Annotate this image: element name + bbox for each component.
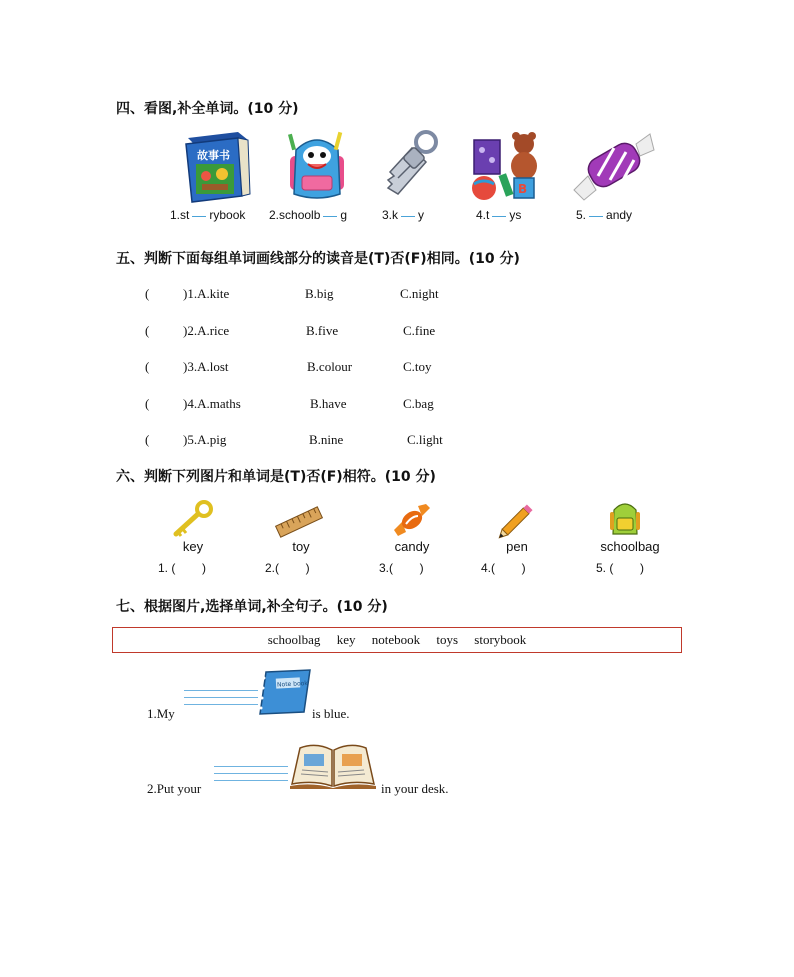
small-key-icon <box>168 500 214 544</box>
word-bank-item: toys <box>436 632 459 647</box>
notebook-icon <box>256 668 314 720</box>
s6-answer-2[interactable]: 2.( ) <box>265 561 310 575</box>
open-book-icon <box>288 740 378 794</box>
s4-caption-5: 5. andy <box>576 208 633 222</box>
s6-answer-4[interactable]: 4.( ) <box>481 561 526 575</box>
s5-row-1-b: B.big <box>305 286 334 301</box>
s5-row-2: ( )2.A.rice <box>145 323 230 338</box>
s5-row-3-c: C.toy <box>403 359 432 374</box>
s7-answer-lines-2[interactable] <box>214 766 288 787</box>
s5-row-4: ( )4.A.maths <box>145 396 241 411</box>
s6-word-2: toy <box>292 539 310 554</box>
word-bank-item: notebook <box>371 632 421 647</box>
s4-blank-4[interactable] <box>492 216 506 217</box>
s5-row-3: ( )3.A.lost <box>145 359 229 374</box>
s5-row-1: ( )1.A.kite <box>145 286 230 301</box>
s4-caption-4: 4.t ys <box>476 208 522 222</box>
s4-blank-2[interactable] <box>323 216 337 217</box>
schoolbag-icon <box>282 130 352 206</box>
pencil-icon <box>496 500 538 544</box>
s4-blank-5[interactable] <box>589 216 603 217</box>
s6-word-3: candy <box>394 539 430 554</box>
s7-sentence-1-pre: 1.My <box>147 706 175 721</box>
s5-row-5-b: B.nine <box>309 432 344 447</box>
small-candy-icon <box>392 502 432 542</box>
s7-sentence-2-pre: 2.Put your <box>147 781 202 796</box>
s7-answer-lines-1[interactable] <box>184 690 258 711</box>
word-bank <box>113 632 681 648</box>
notebook-cover-text: Note book <box>276 679 308 689</box>
s5-row-3-b: B.colour <box>307 359 353 374</box>
s6-word-4: pen <box>506 539 528 554</box>
ruler-icon <box>274 504 324 544</box>
candy-icon <box>566 132 658 206</box>
s5-row-5: ( )5.A.pig <box>145 432 227 447</box>
word-bank-item: key <box>336 632 356 647</box>
section5-title: 五、判断下面每组单词画线部分的读音是(T)否(F)相同。(10 分) <box>116 251 520 267</box>
s5-row-1-c: C.night <box>400 286 439 301</box>
s4-blank-3[interactable] <box>401 216 415 217</box>
word-bank-item: storybook <box>474 632 527 647</box>
s4-caption-3: 3.k y <box>382 208 425 222</box>
s5-row-4-c: C.bag <box>403 396 434 411</box>
s6-answer-3[interactable]: 3.( ) <box>379 561 424 575</box>
section7-title: 七、根据图片,选择单词,补全句子。(10 分) <box>116 599 388 615</box>
s7-sentence-2-post: in your desk. <box>381 781 449 796</box>
s4-caption-2: 2.schoolb g <box>269 208 348 222</box>
s5-row-2-c: C.fine <box>403 323 436 338</box>
s5-row-4-b: B.have <box>310 396 347 411</box>
word-bank-item: schoolbag <box>267 632 321 647</box>
storybook-icon <box>182 130 254 208</box>
s4-blank-1[interactable] <box>192 216 206 217</box>
word-bank-box <box>112 627 682 653</box>
key-icon <box>376 128 442 208</box>
section4-title: 四、看图,补全单词。(10 分) <box>116 101 299 117</box>
s6-word-1: key <box>182 539 204 554</box>
s5-row-2-b: B.five <box>306 323 339 338</box>
s6-answer-1[interactable]: 1. ( ) <box>158 561 207 575</box>
section6-title: 六、判断下列图片和单词是(T)否(F)相符。(10 分) <box>116 469 436 485</box>
s6-answer-5[interactable]: 5. ( ) <box>596 561 645 575</box>
s7-sentence-1-post: is blue. <box>312 706 350 721</box>
toys-icon <box>468 130 546 208</box>
s4-caption-1: 1.st rybook <box>170 208 246 222</box>
storybook-cover-text: 故事书 <box>197 149 230 162</box>
s6-word-5: schoolbag <box>600 539 660 554</box>
s5-row-5-c: C.light <box>407 432 443 447</box>
svg-text:B: B <box>518 182 528 196</box>
small-schoolbag-icon <box>608 500 642 542</box>
